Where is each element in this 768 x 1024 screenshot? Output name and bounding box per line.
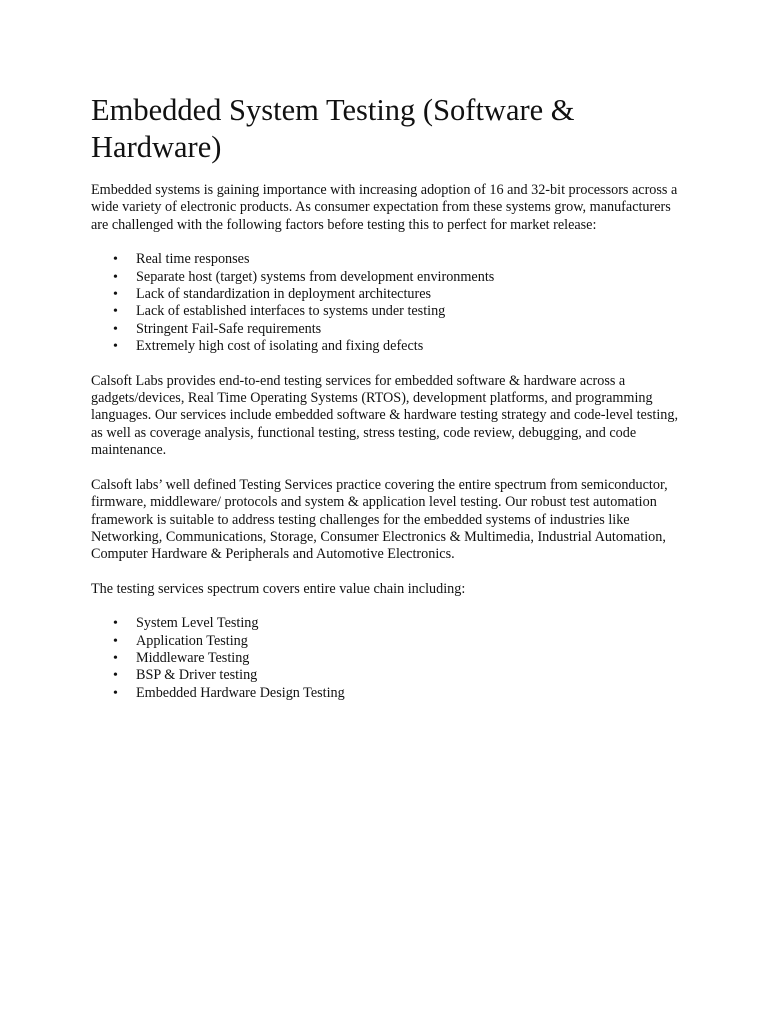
list-item: • Application Testing — [91, 633, 681, 650]
list-item: • Separate host (target) systems from development environments — [91, 269, 681, 286]
services-paragraph: Calsoft Labs provides end-to-end testing services for embedded software & hardware across a gadgets/devices, Real Time Operating Systems (RTOS), development platforms, and programming languages. Our services include embedded software & hardware testing strategy and code-level testing, as well as coverage analysis, functional testing, stress testing, code review, debugging, and code maintenance. — [91, 372, 678, 459]
list-item: • System Level Testing — [91, 615, 681, 632]
document-title: Embedded System Testing (Software & Hardware) — [91, 93, 575, 164]
list-item: • Embedded Hardware Design Testing — [91, 685, 681, 702]
list-item: • Stringent Fail-Safe requirements — [91, 321, 681, 338]
list-item: • BSP & Driver testing — [91, 667, 681, 684]
list-item: • Extremely high cost of isolating and fixing defects — [91, 338, 681, 355]
list-item: • Lack of standardization in deployment architectures — [91, 286, 681, 303]
list-item: • Middleware Testing — [91, 650, 681, 667]
list-item: • Lack of established interfaces to systems under testing — [91, 303, 681, 320]
spectrum-list — [91, 615, 681, 702]
practice-paragraph: Calsoft labs’ well defined Testing Services practice covering the entire spectrum from semiconductor, firmware, middleware/ protocols and system & application level testing. Our robust test automation framework is suitable to address testing challenges for the embedded systems of industries like Networking, Communications, Storage, Consumer Electronics & Multimedia, Industrial Automation, Computer Hardware & Peripherals and Automotive Electronics. — [91, 476, 668, 563]
spectrum-intro-paragraph: The testing services spectrum covers entire value chain including: — [91, 580, 466, 597]
factors-list — [91, 251, 681, 355]
intro-paragraph: Embedded systems is gaining importance with increasing adoption of 16 and 32-bit processors across a wide variety of electronic products. As consumer expectation from these systems grow, manufacturers are challenged with the following factors before testing this to perfect for market release: — [91, 182, 678, 233]
list-item: • Real time responses — [91, 251, 681, 268]
document-page — [91, 92, 681, 719]
